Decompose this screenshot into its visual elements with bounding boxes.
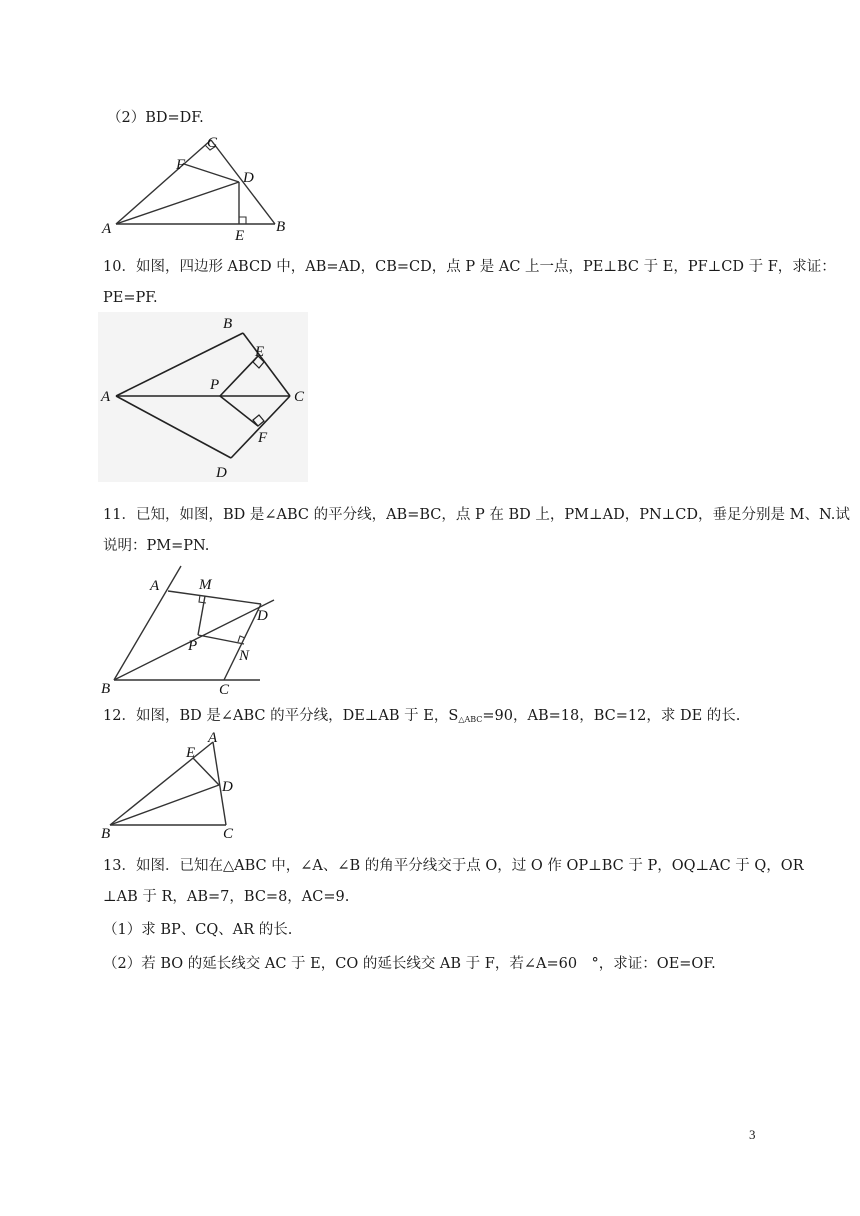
q9-part2-text: （2）BD=DF.	[107, 110, 204, 126]
figure-q10	[98, 312, 308, 486]
label-m: M	[199, 577, 212, 593]
label-b: B	[101, 826, 111, 842]
q12-before: 12．如图，BD 是∠ABC 的平分线，DE⊥AB 于 E，S	[103, 708, 459, 724]
label-p: P	[188, 638, 198, 654]
label-f: F	[258, 430, 268, 446]
label-d: D	[216, 465, 227, 481]
label-b: B	[223, 316, 233, 332]
q11-line2: 说明：PM=PN.	[103, 538, 210, 554]
figure-q11	[98, 562, 288, 704]
q13-part2: （2）若 BO 的延长线交 AC 于 E，CO 的延长线交 AB 于 F，若∠A=60 °，求证：OE=OF.	[103, 956, 716, 972]
label-b: B	[276, 219, 286, 235]
figure-q12	[98, 730, 248, 846]
label-e: E	[186, 745, 196, 761]
q10-line2: PE=PF.	[103, 290, 158, 306]
label-d: D	[243, 170, 254, 186]
q12-line	[103, 706, 740, 730]
label-d: D	[257, 608, 268, 624]
label-a: A	[208, 730, 218, 746]
label-e: E	[235, 228, 245, 242]
label-b: B	[101, 681, 111, 697]
label-f: F	[176, 157, 186, 173]
label-a: A	[102, 221, 112, 237]
figure-q9	[98, 132, 298, 246]
label-e: E	[255, 344, 265, 360]
q13-line1: 13．如图．已知在△ABC 中，∠A、∠B 的角平分线交于点 O，过 O 作 OP⊥BC 于 P，OQ⊥AC 于 Q，OR	[103, 858, 804, 874]
page-number: 3	[749, 1127, 756, 1142]
label-a: A	[150, 578, 160, 594]
label-c: C	[207, 135, 218, 151]
label-c: C	[223, 826, 234, 842]
q13-line2: ⊥AB 于 R，AB=7，BC=8，AC=9.	[103, 889, 350, 905]
q12-after: =90，AB=18，BC=12，求 DE 的长.	[482, 708, 741, 724]
label-c: C	[294, 389, 305, 405]
label-a: A	[101, 389, 111, 405]
q10-line1: 10．如图，四边形 ABCD 中，AB=AD，CB=CD，点 P 是 AC 上一点，PE⊥BC 于 E，PF⊥CD 于 F，求证：	[103, 259, 836, 275]
q11-line1: 11．已知，如图，BD 是∠ABC 的平分线，AB=BC，点 P 在 BD 上，PM⊥AD，PN⊥CD，垂足分别是 M、N.试	[103, 507, 850, 523]
label-c: C	[219, 682, 230, 698]
q13-part1: （1）求 BP、CQ、AR 的长.	[103, 922, 293, 938]
label-n: N	[239, 648, 250, 664]
label-d: D	[222, 779, 233, 795]
q12-subscript: △ABC	[458, 715, 483, 724]
label-p: P	[210, 377, 220, 393]
